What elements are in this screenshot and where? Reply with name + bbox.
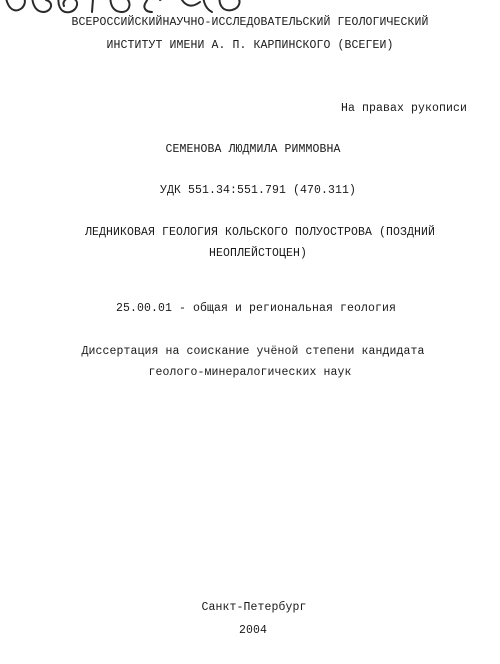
degree-statement-line1: Диссертация на соискание учёной степени кандидата <box>81 345 425 358</box>
city: Санкт-Петербург <box>201 601 307 614</box>
thesis-title-line2: НЕОПЛЕЙСТОЦЕН) <box>208 247 307 260</box>
manuscript-rights-note: На правах рукописи <box>340 102 467 115</box>
institute-name-line2: ИНСТИТУТ ИМЕНИ А. П. КАРПИНСКОГО (ВСЕГЕИ) <box>106 39 394 52</box>
udc-code: УДК 551.34:551.791 (470.311) <box>159 184 357 197</box>
year: 2004 <box>238 624 267 637</box>
author-name: СЕМЕНОВА ЛЮДМИЛА РИММОВНА <box>165 143 341 156</box>
thesis-title-line1: ЛЕДНИКОВАЯ ГЕОЛОГИЯ КОЛЬСКОГО ПОЛУОСТРОВА (ПОЗДНИЙ <box>84 226 436 239</box>
institute-name-line1: ВСЕРОССИЙСКИЙНАУЧНО-ИССЛЕДОВАТЕЛЬСКИЙ ГЕОЛОГИЧЕСКИЙ <box>71 16 429 29</box>
specialty-code: 25.00.01 - общая и региональная геология <box>115 302 397 315</box>
degree-statement-line2: геолого-минералогических наук <box>148 366 352 379</box>
